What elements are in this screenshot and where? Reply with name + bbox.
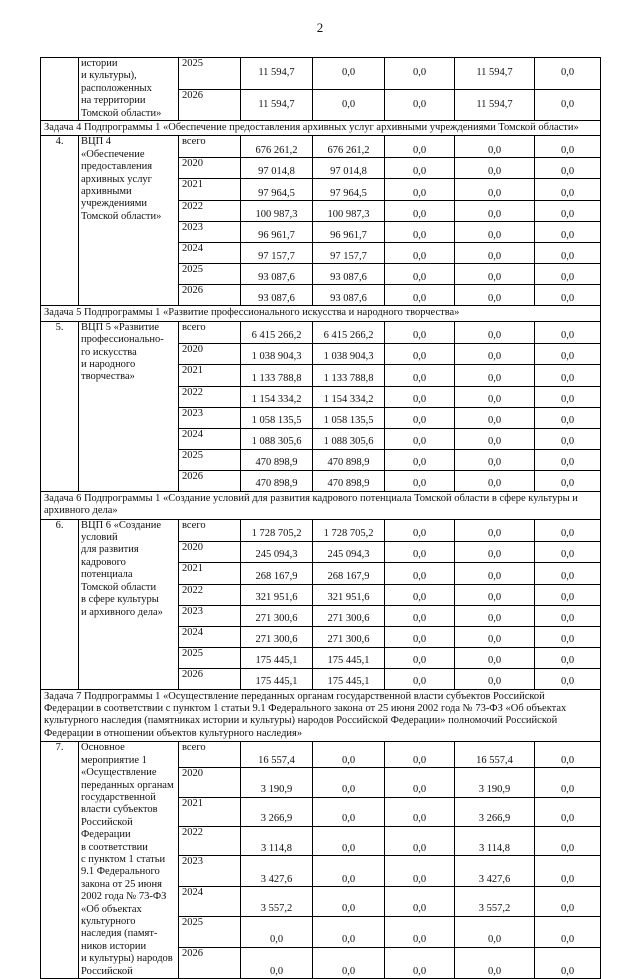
amount-cell: 11 594,7 [455, 89, 535, 121]
amount-cell: 0,0 [455, 519, 535, 541]
amount-cell: 0,0 [535, 605, 601, 626]
measure-name: истории и культуры), расположенных на территории Томской области» [79, 58, 179, 121]
amount-cell: 321 951,6 [313, 584, 385, 605]
amount-cell: 16 557,4 [455, 742, 535, 768]
task-title: Задача 6 Подпрограммы 1 «Создание условий для развития кадрового потенциала Томской области в сфере культуры и архивного дела» [41, 491, 601, 519]
amount-cell: 0,0 [385, 264, 455, 285]
amount-cell: 0,0 [535, 158, 601, 179]
amount-cell: 0,0 [535, 856, 601, 887]
amount-cell: 676 261,2 [241, 136, 313, 158]
amount-cell: 0,0 [535, 626, 601, 647]
amount-cell: 470 898,9 [241, 449, 313, 470]
period-label: 2020 [179, 768, 241, 797]
amount-cell: 0,0 [535, 285, 601, 306]
amount-cell: 0,0 [241, 947, 313, 978]
amount-cell: 0,0 [385, 856, 455, 887]
amount-cell: 11 594,7 [241, 89, 313, 121]
amount-cell: 175 445,1 [313, 647, 385, 668]
amount-cell: 0,0 [535, 58, 601, 90]
amount-cell: 0,0 [385, 407, 455, 428]
amount-cell: 0,0 [535, 222, 601, 243]
amount-cell: 0,0 [535, 519, 601, 541]
amount-cell: 0,0 [385, 201, 455, 222]
amount-cell: 93 087,6 [241, 285, 313, 306]
amount-cell: 0,0 [455, 584, 535, 605]
amount-cell: 0,0 [313, 887, 385, 916]
period-label: 2023 [179, 605, 241, 626]
amount-cell: 0,0 [455, 321, 535, 343]
page-number: 2 [316, 20, 324, 35]
amount-cell: 0,0 [535, 179, 601, 201]
amount-cell: 3 427,6 [455, 856, 535, 887]
amount-cell: 0,0 [535, 826, 601, 855]
amount-cell: 1 088 305,6 [313, 428, 385, 449]
amount-cell: 97 157,7 [313, 243, 385, 264]
period-label: 2021 [179, 364, 241, 386]
amount-cell: 97 964,5 [313, 179, 385, 201]
task-header-row [41, 121, 601, 136]
amount-cell: 0,0 [241, 916, 313, 947]
period-label: 2024 [179, 887, 241, 916]
amount-cell: 0,0 [385, 470, 455, 491]
amount-cell: 0,0 [313, 89, 385, 121]
amount-cell: 0,0 [385, 285, 455, 306]
table-row [41, 519, 601, 541]
amount-cell: 268 167,9 [241, 562, 313, 584]
amount-cell: 0,0 [455, 947, 535, 978]
task-title: Задача 5 Подпрограммы 1 «Развитие профессионального искусства и народного творчества» [41, 306, 601, 321]
amount-cell: 0,0 [535, 89, 601, 121]
row-number: 4. [41, 136, 79, 306]
amount-cell: 175 445,1 [241, 647, 313, 668]
amount-cell: 3 190,9 [455, 768, 535, 797]
amount-cell: 97 014,8 [241, 158, 313, 179]
amount-cell: 0,0 [535, 947, 601, 978]
amount-cell: 0,0 [535, 916, 601, 947]
amount-cell: 0,0 [455, 222, 535, 243]
period-label: 2023 [179, 407, 241, 428]
amount-cell: 0,0 [535, 668, 601, 689]
table-row [41, 58, 601, 90]
amount-cell: 0,0 [535, 428, 601, 449]
amount-cell: 3 114,8 [455, 826, 535, 855]
period-label: 2020 [179, 158, 241, 179]
amount-cell: 93 087,6 [313, 264, 385, 285]
amount-cell: 0,0 [455, 285, 535, 306]
amount-cell: 0,0 [455, 201, 535, 222]
amount-cell: 0,0 [385, 742, 455, 768]
amount-cell: 0,0 [385, 158, 455, 179]
period-label: 2025 [179, 916, 241, 947]
amount-cell: 245 094,3 [241, 541, 313, 562]
amount-cell: 0,0 [535, 562, 601, 584]
task-title: Задача 7 Подпрограммы 1 «Осуществление переданных органам государственной власти субъектов Российской Федерации в соответствии с пунктом 1 статьи 9.1 Федерального закона от 25 июня 2002 года № 73-ФЗ «Об объектах культурного наследия (памятниках истории и культуры) народов Российской Федерации» полномочий Российской Федерации в отношении объектов культурного наследия» [41, 689, 601, 742]
amount-cell: 1 154 334,2 [313, 386, 385, 407]
amount-cell: 1 154 334,2 [241, 386, 313, 407]
period-label: 2026 [179, 947, 241, 978]
amount-cell: 0,0 [535, 584, 601, 605]
period-label: 2026 [179, 285, 241, 306]
amount-cell: 0,0 [385, 519, 455, 541]
amount-cell: 0,0 [535, 321, 601, 343]
amount-cell: 0,0 [385, 222, 455, 243]
amount-cell: 0,0 [455, 449, 535, 470]
amount-cell: 100 987,3 [241, 201, 313, 222]
period-label: 2026 [179, 668, 241, 689]
amount-cell: 676 261,2 [313, 136, 385, 158]
amount-cell: 97 157,7 [241, 243, 313, 264]
period-label: 2021 [179, 797, 241, 826]
amount-cell: 0,0 [385, 826, 455, 855]
amount-cell: 1 133 788,8 [241, 364, 313, 386]
amount-cell: 1 038 904,3 [241, 343, 313, 364]
amount-cell: 0,0 [385, 541, 455, 562]
amount-cell: 1 058 135,5 [241, 407, 313, 428]
amount-cell: 470 898,9 [313, 470, 385, 491]
amount-cell: 0,0 [385, 947, 455, 978]
amount-cell: 0,0 [385, 626, 455, 647]
period-label: 2024 [179, 243, 241, 264]
amount-cell: 0,0 [385, 449, 455, 470]
amount-cell: 0,0 [313, 742, 385, 768]
task-header-row [41, 306, 601, 321]
budget-table [40, 57, 601, 979]
row-number: 5. [41, 321, 79, 491]
period-label: 2021 [179, 179, 241, 201]
amount-cell: 0,0 [455, 386, 535, 407]
amount-cell: 3 266,9 [241, 797, 313, 826]
amount-cell: 0,0 [455, 605, 535, 626]
amount-cell: 0,0 [385, 58, 455, 90]
amount-cell: 470 898,9 [241, 470, 313, 491]
amount-cell: 0,0 [385, 887, 455, 916]
amount-cell: 0,0 [385, 179, 455, 201]
table-row [41, 742, 601, 768]
amount-cell: 0,0 [455, 647, 535, 668]
amount-cell: 0,0 [313, 856, 385, 887]
period-label: 2025 [179, 264, 241, 285]
amount-cell: 0,0 [535, 647, 601, 668]
amount-cell: 0,0 [535, 541, 601, 562]
measure-name: ВЦП 6 «Создание условий для развития кадрового потенциала Томской области в сфере культуры и архивного дела» [79, 519, 179, 689]
amount-cell: 175 445,1 [313, 668, 385, 689]
task-header-row [41, 491, 601, 519]
amount-cell: 0,0 [535, 386, 601, 407]
amount-cell: 96 961,7 [241, 222, 313, 243]
amount-cell: 93 087,6 [241, 264, 313, 285]
amount-cell: 0,0 [535, 136, 601, 158]
amount-cell: 175 445,1 [241, 668, 313, 689]
period-label: 2023 [179, 856, 241, 887]
amount-cell: 6 415 266,2 [313, 321, 385, 343]
period-label: 2022 [179, 201, 241, 222]
amount-cell: 3 557,2 [455, 887, 535, 916]
amount-cell: 0,0 [535, 407, 601, 428]
period-label: 2024 [179, 626, 241, 647]
amount-cell: 0,0 [313, 916, 385, 947]
period-label: 2024 [179, 428, 241, 449]
amount-cell: 0,0 [535, 243, 601, 264]
amount-cell: 3 557,2 [241, 887, 313, 916]
amount-cell: 0,0 [535, 343, 601, 364]
amount-cell: 0,0 [455, 243, 535, 264]
amount-cell: 271 300,6 [241, 605, 313, 626]
amount-cell: 0,0 [385, 89, 455, 121]
amount-cell: 96 961,7 [313, 222, 385, 243]
amount-cell: 0,0 [535, 364, 601, 386]
amount-cell: 0,0 [385, 428, 455, 449]
period-label: 2023 [179, 222, 241, 243]
row-number: 6. [41, 519, 79, 689]
amount-cell: 0,0 [385, 797, 455, 826]
amount-cell: 0,0 [313, 947, 385, 978]
amount-cell: 1 058 135,5 [313, 407, 385, 428]
amount-cell: 0,0 [535, 470, 601, 491]
amount-cell: 3 190,9 [241, 768, 313, 797]
amount-cell: 3 266,9 [455, 797, 535, 826]
period-label: 2026 [179, 89, 241, 121]
amount-cell: 1 038 904,3 [313, 343, 385, 364]
amount-cell: 271 300,6 [313, 626, 385, 647]
amount-cell: 11 594,7 [455, 58, 535, 90]
amount-cell: 0,0 [385, 916, 455, 947]
amount-cell: 93 087,6 [313, 285, 385, 306]
amount-cell: 97 964,5 [241, 179, 313, 201]
period-label: 2022 [179, 386, 241, 407]
period-label: всего [179, 519, 241, 541]
amount-cell: 3 114,8 [241, 826, 313, 855]
amount-cell: 0,0 [455, 264, 535, 285]
amount-cell: 0,0 [313, 58, 385, 90]
amount-cell: 0,0 [385, 668, 455, 689]
amount-cell: 1 088 305,6 [241, 428, 313, 449]
amount-cell: 0,0 [385, 364, 455, 386]
amount-cell: 0,0 [385, 321, 455, 343]
amount-cell: 271 300,6 [241, 626, 313, 647]
task-header-row [41, 689, 601, 742]
period-label: всего [179, 321, 241, 343]
amount-cell: 268 167,9 [313, 562, 385, 584]
amount-cell: 11 594,7 [241, 58, 313, 90]
period-label: 2022 [179, 584, 241, 605]
amount-cell: 0,0 [535, 742, 601, 768]
amount-cell: 0,0 [455, 136, 535, 158]
amount-cell: 0,0 [455, 343, 535, 364]
amount-cell: 0,0 [385, 562, 455, 584]
period-label: 2021 [179, 562, 241, 584]
amount-cell: 1 728 705,2 [241, 519, 313, 541]
amount-cell: 0,0 [385, 386, 455, 407]
task-title: Задача 4 Подпрограммы 1 «Обеспечение предоставления архивных услуг архивными учреждениями Томской области» [41, 121, 601, 136]
table-row [41, 321, 601, 343]
period-label: всего [179, 742, 241, 768]
amount-cell: 0,0 [455, 364, 535, 386]
amount-cell: 0,0 [385, 243, 455, 264]
measure-name: ВЦП 5 «Развитие профессионально- го искусства и народного творчества» [79, 321, 179, 491]
amount-cell: 16 557,4 [241, 742, 313, 768]
amount-cell: 0,0 [385, 605, 455, 626]
amount-cell: 0,0 [455, 626, 535, 647]
row-number: 7. [41, 742, 79, 979]
period-label: всего [179, 136, 241, 158]
amount-cell: 0,0 [385, 136, 455, 158]
period-label: 2020 [179, 541, 241, 562]
period-label: 2025 [179, 58, 241, 90]
amount-cell: 6 415 266,2 [241, 321, 313, 343]
amount-cell: 0,0 [535, 264, 601, 285]
amount-cell: 1 133 788,8 [313, 364, 385, 386]
amount-cell: 0,0 [313, 768, 385, 797]
amount-cell: 0,0 [455, 541, 535, 562]
amount-cell: 245 094,3 [313, 541, 385, 562]
amount-cell: 321 951,6 [241, 584, 313, 605]
amount-cell: 0,0 [455, 916, 535, 947]
amount-cell: 0,0 [455, 562, 535, 584]
amount-cell: 470 898,9 [313, 449, 385, 470]
table-row [41, 136, 601, 158]
amount-cell: 0,0 [455, 428, 535, 449]
amount-cell: 0,0 [535, 449, 601, 470]
amount-cell: 0,0 [535, 887, 601, 916]
measure-name: Основное мероприятие 1 «Осуществление переданных органам государственной власти субъектов Российской Федерации в соответствии с пунктом 1 статьи 9.1 Федерального закона от 25 июня 2002 года № 73-ФЗ «Об объектах культурного наследия (памят- ников истории и культуры) народов Российской [79, 742, 179, 979]
amount-cell: 0,0 [313, 826, 385, 855]
amount-cell: 0,0 [535, 201, 601, 222]
amount-cell: 0,0 [385, 584, 455, 605]
budget-table-body [41, 58, 601, 979]
amount-cell: 0,0 [313, 797, 385, 826]
amount-cell: 271 300,6 [313, 605, 385, 626]
amount-cell: 0,0 [385, 343, 455, 364]
amount-cell: 0,0 [455, 158, 535, 179]
amount-cell: 0,0 [455, 668, 535, 689]
amount-cell: 0,0 [385, 768, 455, 797]
period-label: 2022 [179, 826, 241, 855]
measure-name: ВЦП 4 «Обеспечение предоставления архивных услуг архивными учреждениями Томской области» [79, 136, 179, 306]
period-label: 2025 [179, 647, 241, 668]
period-label: 2025 [179, 449, 241, 470]
period-label: 2026 [179, 470, 241, 491]
amount-cell: 0,0 [535, 768, 601, 797]
amount-cell: 0,0 [455, 179, 535, 201]
amount-cell: 100 987,3 [313, 201, 385, 222]
amount-cell: 0,0 [385, 647, 455, 668]
amount-cell: 3 427,6 [241, 856, 313, 887]
amount-cell: 1 728 705,2 [313, 519, 385, 541]
amount-cell: 97 014,8 [313, 158, 385, 179]
amount-cell: 0,0 [455, 407, 535, 428]
row-number [41, 58, 79, 121]
amount-cell: 0,0 [535, 797, 601, 826]
period-label: 2020 [179, 343, 241, 364]
amount-cell: 0,0 [455, 470, 535, 491]
